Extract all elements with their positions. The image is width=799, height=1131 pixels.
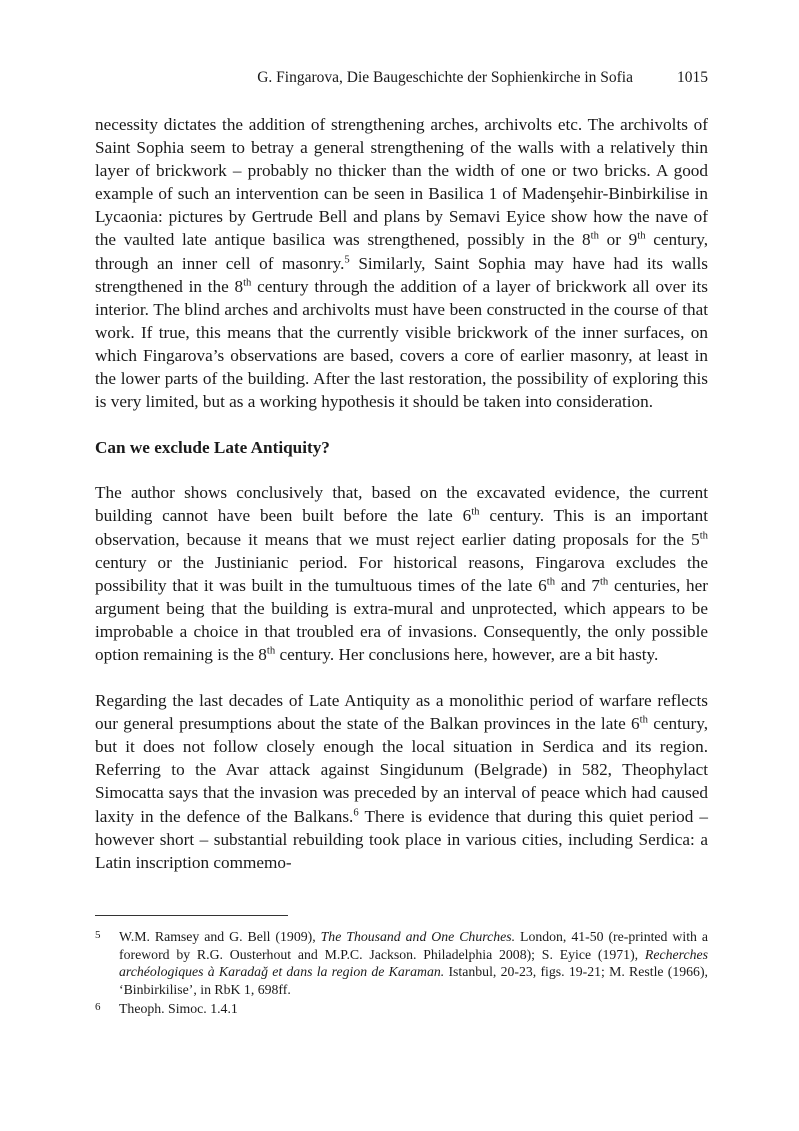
superscript: th: [471, 506, 480, 518]
text-run: century, through an inner cell of masonry.: [95, 230, 708, 273]
footnote-text: [119, 928, 708, 998]
paragraph-2: [95, 481, 708, 666]
body-text: [95, 113, 708, 874]
text-run: London, 41-50 (re-printed with a foreword by R.G. Ousterhout and M.P.C. Jackson. Philadelphia 2008); S. Eyice (1971),: [119, 929, 709, 962]
footnote-rule: [95, 915, 288, 916]
footnote-ref-6[interactable]: 6: [353, 806, 359, 818]
footnote-5: [95, 928, 708, 998]
footnote-number: 5: [95, 929, 101, 941]
text-run: Similarly, Saint Sophia may have had its walls strengthened in the 8: [95, 253, 708, 296]
text-run: centuries, her argument being that the building is extra-mural and unprotected, which appears to be improbable a choice in that troubled era of invasions. Consequently, the only possible option remaining is the 8: [95, 575, 708, 664]
text-run: The author shows conclusively that, based on the excavated evidence, the current building cannot have been built before the late 6: [95, 483, 708, 526]
superscript: th: [243, 276, 252, 288]
superscript: th: [599, 575, 609, 587]
running-head: [95, 69, 708, 87]
text-run: century or the Justinianic period. For historical reasons, Fingarova excludes the possibility that it was built in the tumultuous times of the late 6: [95, 552, 708, 595]
running-title: G. Fingarova, Die Baugeschichte der Sophienkirche in Sofia: [257, 69, 633, 86]
text-run: century, but it does not follow closely enough the local situation in Serdica and its region. Referring to the Avar attack against Singidunum (Belgrade) in 582, Theophylact Simocatta says that the invasion was preceded by an interval of peace which had caused laxity in the defence of the Balkans.: [95, 714, 708, 826]
text-run: Regarding the last decades of Late Antiquity as a monolithic period of warfare reflects our general presumptions about the state of the Balkan provinces in the late 6: [95, 691, 708, 734]
text-run: century. This is an important observation, because it means that we must reject earlier dating proposals for the 5: [95, 506, 708, 549]
text-run: Istanbul, 20-23, figs. 19-21; M. Restle (1966), ‘Binbirkilise’, in RbK 1, 698ff.: [119, 964, 708, 997]
text-run: century. Her conclusions here, however, are a bit hasty.: [275, 644, 659, 664]
footnotes: [95, 928, 708, 1018]
text-run: There is evidence that during this quiet period – however short – substantial rebuilding took place in various cities, including Serdica: a Latin inscription commemo-: [95, 806, 708, 872]
superscript: th: [637, 230, 646, 242]
text-run: W.M. Ramsey and G. Bell (1909),: [119, 929, 321, 944]
superscript: th: [546, 575, 556, 587]
section-heading: Can we exclude Late Antiquity?: [95, 438, 330, 458]
footnote-6: [95, 1000, 708, 1018]
book-title: The Thousand and One Churches.: [320, 929, 516, 944]
footnote-number: 6: [95, 1001, 101, 1014]
page-number: 1015: [677, 69, 708, 86]
paragraph-3: [95, 689, 708, 874]
footnote-ref-5[interactable]: 5: [344, 253, 350, 265]
text-run: or 9: [598, 230, 638, 250]
superscript: th: [266, 645, 276, 657]
text-run: and 7: [555, 575, 600, 595]
text-run: necessity dictates the addition of strengthening arches, archivolts etc. The archivolts of Saint Sophia seem to betray a general strengthening of the walls with a relatively thin layer of brickwork – probably no thicker than the width of one or two bricks. A good example of such an intervention can be seen in Basilica 1 of Madenşehir-Binbirkilise in Lycaonia: pictures by Gertrude Bell and plans by Semavi Eyice show how the nave of the vaulted late antique basilica was strengthened, possibly in the 8: [95, 115, 708, 250]
superscript: th: [590, 230, 599, 242]
page: [95, 0, 708, 1131]
superscript: th: [639, 714, 648, 726]
book-title: Recherches archéologiques à Karadağ et dans la region de Karaman.: [119, 946, 708, 980]
footnote-text: Theoph. Simoc. 1.4.1: [119, 1001, 238, 1017]
paragraph-1: [95, 113, 708, 413]
superscript: th: [699, 529, 708, 541]
text-run: century through the addition of a layer of brickwork all over its interior. The blind arches and archivolts must have been constructed in the course of that work. If true, this means that the currently visible brickwork of the inner surfaces, on which Fingarova’s observations are based, covers a core of earlier masonry, at least in the lower parts of the building. After the last restoration, the possibility of exploring this is very limited, but as a working hypothesis it should be taken into consideration.: [95, 276, 709, 412]
